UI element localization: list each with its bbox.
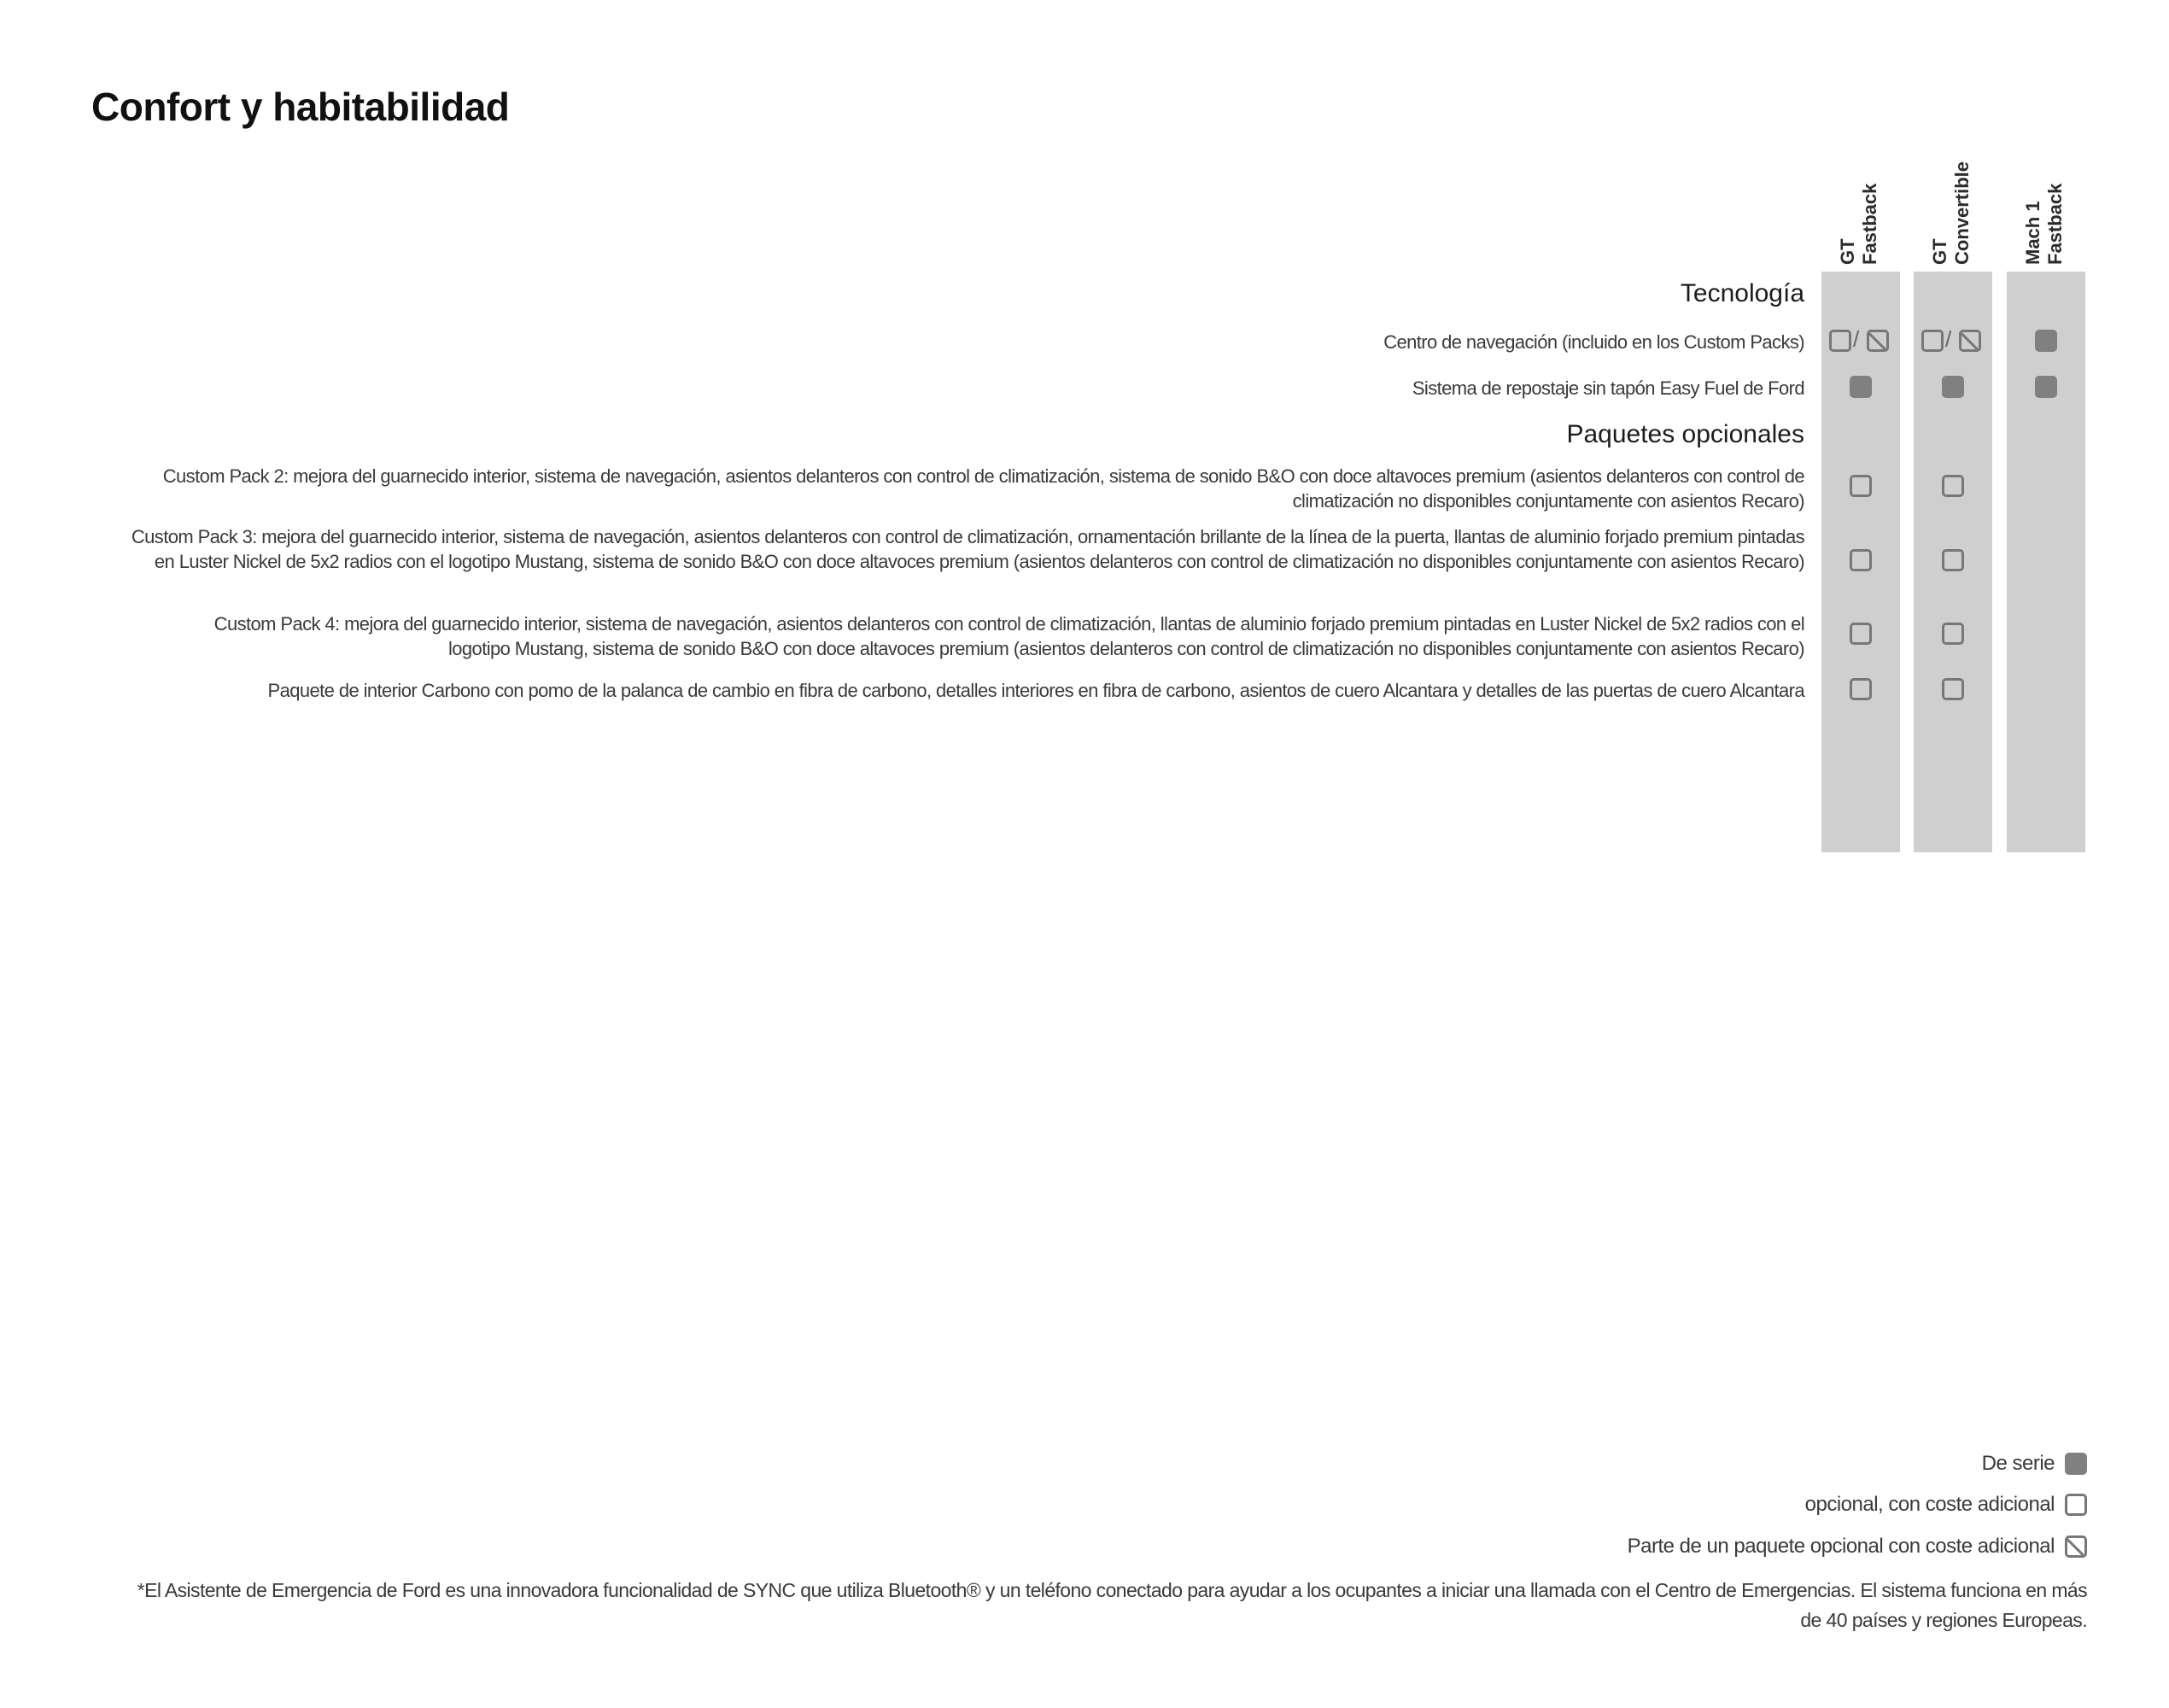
optional-box-icon (2065, 1494, 2087, 1516)
optional-box-icon (1850, 623, 1872, 645)
legend-standard-label: De serie (1981, 1452, 2055, 1475)
standard-box-icon (1850, 376, 1872, 398)
column-header-line1: GT (1929, 238, 1950, 265)
column-header-line2: Convertible (1951, 161, 1973, 265)
standard-box-icon (2065, 1453, 2087, 1475)
row-label-pack3: Custom Pack 3: mejora del guarnecido interior, sistema de navegación, asientos delanteros con control de climatización, ornamentación brillante de la línea de la puerta, llantas de aluminio forjado premium pintadas en Luster Nickel de 5x2 radios con el logotipo Mustang, sistema de sonido B&O con doce altavoces premium (asientos delanteros con control de climatización no disponibles conjuntamente con asientos Recaro) (131, 526, 1804, 572)
page-title: Confort y habitabilidad (91, 85, 510, 129)
column-header-line1: GT (1837, 238, 1858, 265)
row-label-pack2: Custom Pack 2: mejora del guarnecido interior, sistema de navegación, asientos delanteros con control de climatización, sistema de sonido B&O con doce altavoces premium (asientos delanteros con control de climatización no disponibles conjuntamente con asientos Recaro) (162, 465, 1804, 512)
optional-box-icon (1829, 330, 1851, 352)
row-label-nav: Centro de navegación (incluido en los Custom Packs) (1383, 331, 1804, 353)
legend-package-label: Parte de un paquete opcional con coste adicional (1627, 1535, 2055, 1558)
optional-box-icon (1850, 475, 1872, 497)
column-header-mach1-fastback (2007, 145, 2085, 265)
optional-box-icon (1942, 475, 1964, 497)
row-label-carbon: Paquete de interior Carbono con pomo de la palanca de cambio en fibra de carbono, detalles interiores en fibra de carbono, asientos de cuero Alcantara y detalles de las puertas de cuero Alcantara (267, 680, 1804, 701)
column-header-gt-convertible (1914, 145, 1992, 265)
standard-box-icon (1942, 376, 1964, 398)
legend-optional-label: opcional, con coste adicional (1804, 1493, 2055, 1516)
slash-separator-icon: / (1853, 326, 1860, 352)
optional-box-icon (1942, 623, 1964, 645)
column-header-line1: Mach 1 (2022, 201, 2043, 265)
optional-box-icon (1850, 549, 1872, 571)
package-box-icon (1867, 330, 1889, 352)
standard-box-icon (2035, 330, 2057, 352)
package-box-icon (1959, 330, 1981, 352)
legend-standard (1982, 1452, 2087, 1476)
section-heading-tecnologia: Tecnología (1680, 279, 1804, 307)
column-band-mach1-fastback (2007, 272, 2085, 852)
legend-package (1628, 1535, 2087, 1559)
standard-box-icon (2035, 376, 2057, 398)
footnote: *El Asistente de Emergencia de Ford es una innovadora funcionalidad de SYNC que utiliza Bluetooth® y un teléfono conectado para ayudar a los ocupantes a iniciar una llamada con el Centro de Emergencias. El sistema funciona en más de 40 países y regiones Europeas. (137, 1579, 2087, 1631)
optional-box-icon (1921, 330, 1944, 352)
legend-optional (1805, 1493, 2087, 1517)
row-label-pack4: Custom Pack 4: mejora del guarnecido interior, sistema de navegación, asientos delanteros con control de climatización, llantas de aluminio forjado premium pintadas en Luster Nickel de 5x2 radios con el logotipo Mustang, sistema de sonido B&O con doce altavoces premium (asientos delanteros con control de climatización no disponibles conjuntamente con asientos Recaro) (213, 613, 1804, 659)
section-heading-paquetes: Paquetes opcionales (1566, 420, 1804, 448)
row-label-fuel: Sistema de repostaje sin tapón Easy Fuel de Ford (1412, 377, 1804, 399)
optional-box-icon (1942, 678, 1964, 700)
slash-separator-icon: / (1945, 326, 1952, 352)
optional-box-icon (1850, 678, 1872, 700)
column-header-line2: Fastback (2044, 183, 2066, 265)
column-header-gt-fastback (1821, 145, 1900, 265)
column-header-line2: Fastback (1859, 183, 1880, 265)
package-box-icon (2065, 1535, 2087, 1558)
optional-box-icon (1942, 549, 1964, 571)
